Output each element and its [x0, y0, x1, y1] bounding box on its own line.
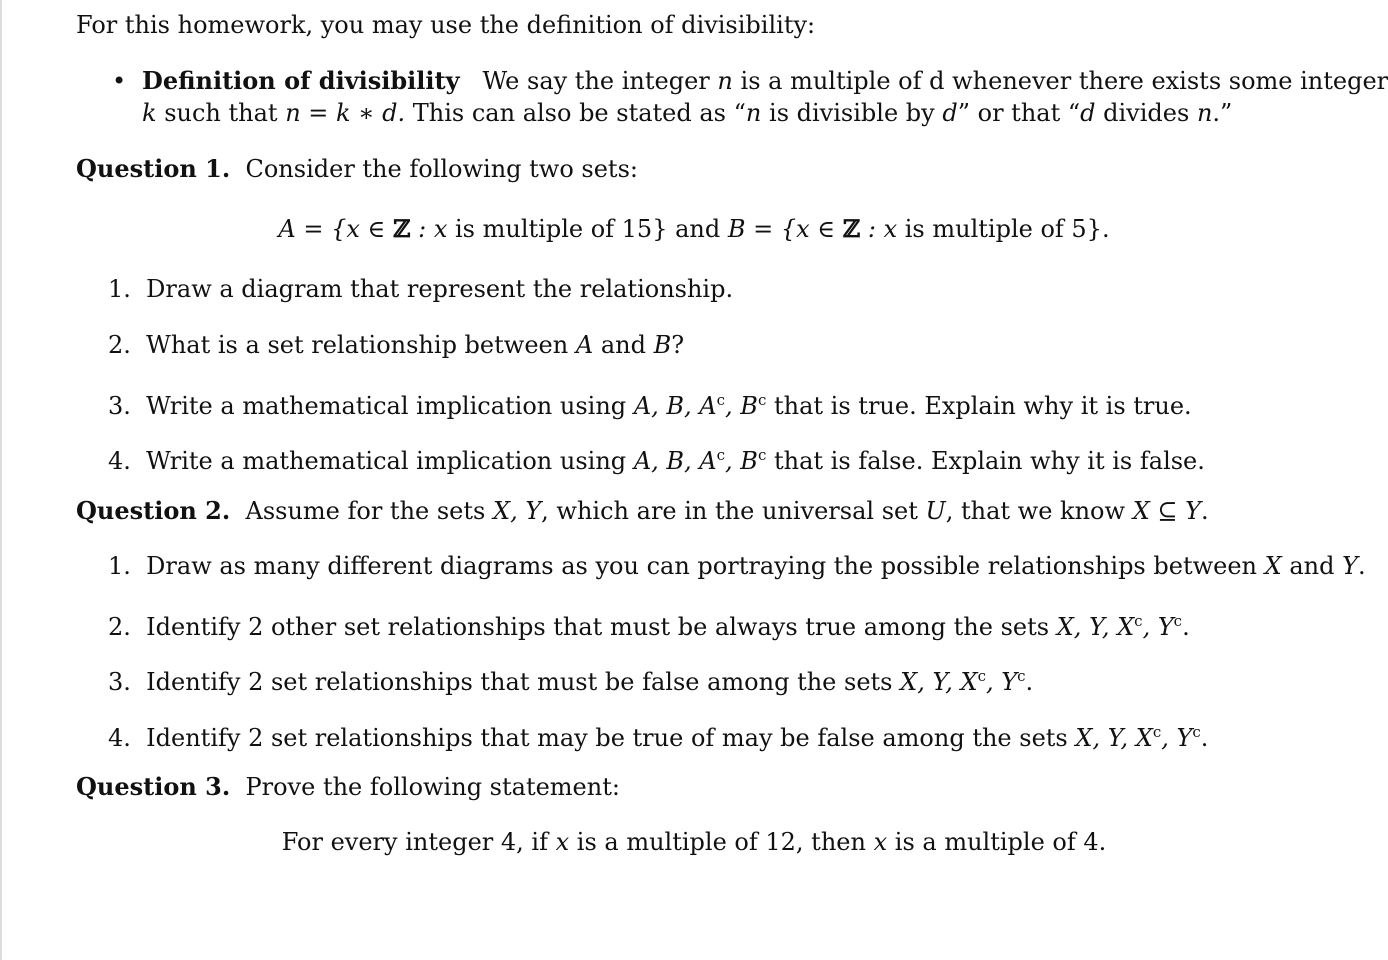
question-1-heading [76, 154, 638, 184]
question-2-text: , which are in the universal set [541, 497, 918, 525]
set-b-builder: = {x ∈ [745, 215, 843, 243]
q2-item-1 [108, 551, 1366, 581]
set-a-description: is multiple of 15} and [455, 215, 728, 243]
item-number: 1. [108, 552, 131, 580]
item-text: and [600, 331, 646, 359]
set-a-builder: = {x ∈ [295, 215, 393, 243]
definition-text: We say the integer [482, 67, 710, 95]
q2-item-4 [108, 717, 1208, 753]
complement-superscript: c [1173, 612, 1183, 630]
item-text: Identify 2 set relationships that must be false among the sets [146, 668, 893, 696]
item-text: Draw a diagram that represent the relationship. [146, 275, 734, 303]
question-3-text: Prove the following statement: [245, 773, 620, 801]
set-definitions [0, 214, 1388, 244]
definition-heading: Definition of divisibility [142, 66, 460, 95]
complement-superscript: c [757, 446, 767, 464]
set-b-builder: : x [860, 215, 905, 243]
question-2-text: . [1200, 497, 1209, 525]
set-list: X, Y, X [1056, 613, 1135, 641]
item-text: Write a mathematical implication using [146, 392, 627, 420]
set-b-symbol: B [653, 331, 672, 359]
q1-item-1 [108, 274, 733, 304]
statement-to-prove [0, 827, 1388, 857]
question-3-heading [76, 772, 620, 802]
question-2-text: , that we know [945, 497, 1126, 525]
question-1-text: Consider the following two sets: [245, 155, 638, 183]
question-2-heading [76, 496, 1209, 526]
statement-text: For every integer 4, if [281, 828, 548, 856]
question-1-label: Question 1. [76, 154, 231, 183]
set-list: , B [725, 392, 758, 420]
item-text: . [1025, 668, 1034, 696]
bullet-marker: • [112, 67, 127, 95]
set-list: X, Y, X [1075, 724, 1153, 752]
var-n: n [745, 99, 762, 127]
item-text: that is false. Explain why it is false. [774, 447, 1205, 475]
definition-line-2 [142, 98, 1232, 128]
item-text: ? [671, 331, 685, 359]
item-text: Identify 2 set relationships that may be true of may be false among the sets [146, 724, 1068, 752]
complement-superscript: c [716, 391, 726, 409]
definition-text: such that [164, 99, 278, 127]
var-d: d [942, 99, 958, 127]
var-x: x [873, 828, 888, 856]
item-text: that is true. Explain why it is true. [774, 392, 1192, 420]
integers-symbol: ℤ [392, 214, 411, 243]
set-list: , Y [1142, 613, 1174, 641]
set-b-symbol: B [727, 215, 746, 243]
var-k: k [142, 99, 157, 127]
set-list: , B [725, 447, 758, 475]
statement-text: is a multiple of 12, then [576, 828, 866, 856]
definition-text: ” or that “ [957, 99, 1081, 127]
item-text: What is a set relationship between [146, 331, 569, 359]
set-list: A, B, A [633, 447, 717, 475]
item-text: . [1358, 552, 1366, 580]
var-n: n [1196, 99, 1213, 127]
integers-symbol: ℤ [842, 214, 861, 243]
set-b-description: is multiple of 5}. [904, 215, 1110, 243]
complement-superscript: c [1192, 723, 1201, 741]
complement-superscript: c [757, 391, 767, 409]
complement-superscript: c [1017, 667, 1026, 685]
definition-text: is a multiple of d whenever there exists some integer [740, 67, 1388, 95]
q2-item-2 [108, 606, 1190, 642]
complement-superscript: c [977, 667, 986, 685]
item-number: 3. [108, 392, 131, 420]
q1-item-3 [108, 385, 1192, 421]
item-text: and [1289, 552, 1335, 580]
q1-item-4 [108, 440, 1205, 476]
set-list: X, Y, X [900, 668, 978, 696]
item-text: Identify 2 other set relationships that must be always true among the sets [146, 613, 1050, 641]
var-d: d [1080, 99, 1096, 127]
item-number: 3. [108, 668, 131, 696]
complement-superscript: c [1134, 612, 1143, 630]
set-list: A, B, A [633, 392, 717, 420]
set-list: , Y [985, 668, 1018, 696]
item-number: 2. [108, 613, 131, 641]
item-number: 2. [108, 331, 131, 359]
intro-sentence: For this homework, you may use the definition of divisibility: [76, 11, 816, 39]
subset-relation: X ⊆ Y [1132, 497, 1201, 525]
var-x: x [555, 828, 570, 856]
question-3-label: Question 3. [76, 772, 231, 801]
set-a-symbol: A [575, 331, 594, 359]
statement-text: is a multiple of 4. [894, 828, 1107, 856]
item-number: 4. [108, 447, 131, 475]
definition-text: This can also be stated as “ [412, 99, 746, 127]
item-number: 1. [108, 275, 131, 303]
set-list: , Y [1161, 724, 1193, 752]
definition-bullet [112, 66, 126, 96]
question-2-label: Question 2. [76, 496, 231, 525]
item-text: . [1182, 613, 1190, 641]
var-n: n [717, 67, 733, 95]
question-2-text: Assume for the sets [245, 497, 486, 525]
set-list: X, Y [492, 497, 542, 525]
item-text: Write a mathematical implication using [146, 447, 627, 475]
universal-set-symbol: U [925, 497, 946, 525]
set-x-symbol: X [1264, 552, 1282, 580]
q1-item-2 [108, 330, 684, 360]
item-text: Draw as many different diagrams as you can portraying the possible relationships between [146, 552, 1257, 580]
definition-text: .” [1212, 99, 1233, 127]
set-a-symbol: A [278, 215, 296, 243]
complement-superscript: c [716, 446, 726, 464]
definition-text: is divisible by [769, 99, 935, 127]
item-number: 4. [108, 724, 131, 752]
complement-superscript: c [1152, 723, 1162, 741]
intro-text [76, 10, 815, 40]
item-text: . [1200, 724, 1209, 752]
set-a-builder: : x [410, 215, 455, 243]
definition-text: divides [1103, 99, 1190, 127]
equation-n-kd: n = k ∗ d. [285, 99, 406, 127]
q2-item-3 [108, 661, 1033, 697]
set-y-symbol: Y [1342, 552, 1358, 580]
definition-line-1 [142, 66, 1388, 96]
